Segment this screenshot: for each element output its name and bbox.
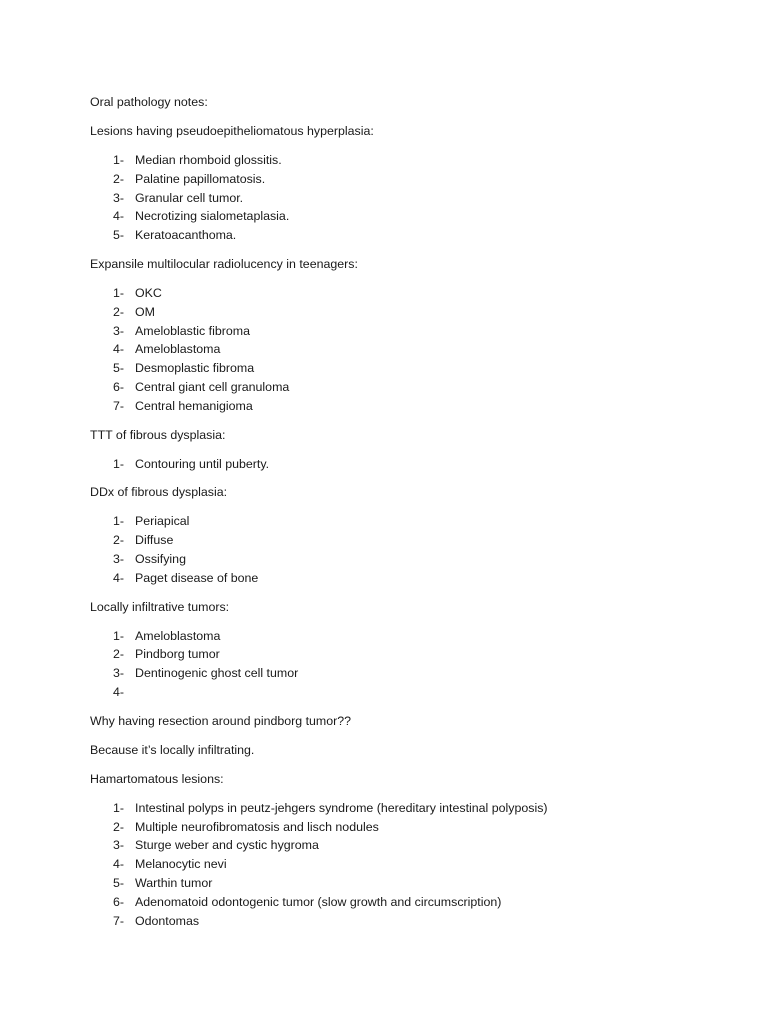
list-item	[90, 397, 690, 416]
list-item	[90, 170, 690, 189]
list-item-number: 6-	[113, 894, 125, 909]
paragraph: Hamartomatous lesions:	[90, 771, 224, 786]
list-item-number: 1-	[113, 514, 125, 529]
list-item-text: Periapical	[135, 514, 190, 529]
list-item-number: 2-	[113, 171, 125, 186]
numbered-list	[90, 284, 690, 416]
list-item-number: 3-	[113, 190, 125, 205]
list-item	[90, 322, 690, 341]
list-item	[90, 531, 690, 550]
paragraph: Locally infiltrative tumors:	[90, 599, 230, 614]
list-item-number: 5-	[113, 361, 125, 376]
list-item	[90, 378, 690, 397]
list-item	[90, 226, 690, 245]
list-item-number: 7-	[113, 398, 125, 413]
list-item-number: 3-	[113, 323, 125, 338]
numbered-list	[90, 151, 690, 245]
list-item-number: 4-	[113, 857, 125, 872]
list-item	[90, 818, 690, 837]
list-item-text: Ameloblastoma	[135, 342, 221, 357]
list-item-text: Pindborg tumor	[135, 647, 220, 662]
list-item-text: Ameloblastic fibroma	[135, 323, 251, 338]
list-item	[90, 207, 690, 226]
numbered-list	[90, 512, 690, 587]
list-item	[90, 569, 690, 588]
list-item-text: OKC	[135, 285, 162, 300]
list-item-number: 4-	[113, 570, 125, 585]
list-item-number: 1-	[113, 800, 125, 815]
numbered-list	[90, 799, 690, 931]
list-item-text: Central giant cell granuloma	[135, 379, 290, 394]
list-item-text: Paget disease of bone	[135, 570, 259, 585]
list-item	[90, 799, 690, 818]
list-item	[90, 627, 690, 646]
list-item-text: Keratoacanthoma.	[135, 228, 237, 243]
list-item-text: Multiple neurofibromatosis and lisch nodules	[135, 819, 379, 834]
document-body	[90, 93, 690, 940]
list-item-text: Melanocytic nevi	[135, 857, 227, 872]
list-item-text: Odontomas	[135, 913, 200, 928]
list-item-text: Intestinal polyps in peutz-jehgers syndrome (hereditary intestinal polyposis)	[135, 800, 548, 815]
list-item	[90, 151, 690, 170]
list-item-number: 4-	[113, 209, 125, 224]
list-item-number: 1-	[113, 456, 125, 471]
numbered-list	[90, 627, 690, 702]
list-item-text: Central hemanigioma	[135, 398, 253, 413]
list-item	[90, 340, 690, 359]
list-item-text: Contouring until puberty.	[135, 456, 270, 471]
paragraph: DDx of fibrous dysplasia:	[90, 485, 228, 500]
list-item-number: 1-	[113, 153, 125, 167]
list-item-text: Granular cell tumor.	[135, 190, 244, 205]
list-item-text: Dentinogenic ghost cell tumor	[135, 666, 299, 681]
paragraph: Oral pathology notes:	[90, 95, 208, 109]
list-item	[90, 455, 690, 474]
paragraph: TTT of fibrous dysplasia:	[90, 427, 226, 442]
list-item-number: 1-	[113, 628, 125, 643]
list-item-text: Ossifying	[135, 551, 186, 566]
list-item-number: 2-	[113, 819, 125, 834]
list-item	[90, 874, 690, 893]
list-item-number: 5-	[113, 228, 125, 243]
list-item-number: 3-	[113, 666, 125, 681]
list-item-number: 5-	[113, 875, 125, 890]
numbered-list	[90, 455, 690, 474]
list-item-number: 2-	[113, 647, 125, 662]
list-item-number: 6-	[113, 379, 125, 394]
list-item	[90, 645, 690, 664]
list-item	[90, 189, 690, 208]
paragraph: Lesions having pseudoepitheliomatous hyperplasia:	[90, 124, 374, 138]
list-item	[90, 359, 690, 378]
list-item-number: 4-	[113, 684, 125, 699]
list-item	[90, 512, 690, 531]
list-item-text: Adenomatoid odontogenic tumor (slow growth and circumscription)	[135, 894, 502, 909]
paragraph: Expansile multilocular radiolucency in teenagers:	[90, 256, 358, 271]
list-item-text: Median rhomboid glossitis.	[135, 153, 282, 167]
list-item-number: 7-	[113, 913, 125, 928]
list-item	[90, 664, 690, 683]
list-item-number: 2-	[113, 533, 125, 548]
list-item-text: Ameloblastoma	[135, 628, 221, 643]
list-item	[90, 683, 690, 702]
list-item	[90, 836, 690, 855]
list-item-text: OM	[135, 304, 155, 319]
list-item-text: Necrotizing sialometaplasia.	[135, 209, 290, 224]
list-item-text: Sturge weber and cystic hygroma	[135, 838, 319, 853]
paragraph: Why having resection around pindborg tumor??	[90, 713, 352, 728]
list-item-number: 3-	[113, 551, 125, 566]
list-item	[90, 284, 690, 303]
list-item-text: Diffuse	[135, 533, 174, 548]
list-item-number: 1-	[113, 285, 125, 300]
list-item-number: 4-	[113, 342, 125, 357]
list-item	[90, 912, 690, 931]
list-item-text: Desmoplastic fibroma	[135, 361, 255, 376]
list-item-number: 2-	[113, 304, 125, 319]
list-item	[90, 855, 690, 874]
list-item	[90, 893, 690, 912]
paragraph: Because it’s locally infiltrating.	[90, 742, 255, 757]
list-item	[90, 303, 690, 322]
list-item-number: 3-	[113, 838, 125, 853]
list-item-text: Palatine papillomatosis.	[135, 171, 266, 186]
list-item	[90, 550, 690, 569]
list-item-text: Warthin tumor	[135, 875, 213, 890]
